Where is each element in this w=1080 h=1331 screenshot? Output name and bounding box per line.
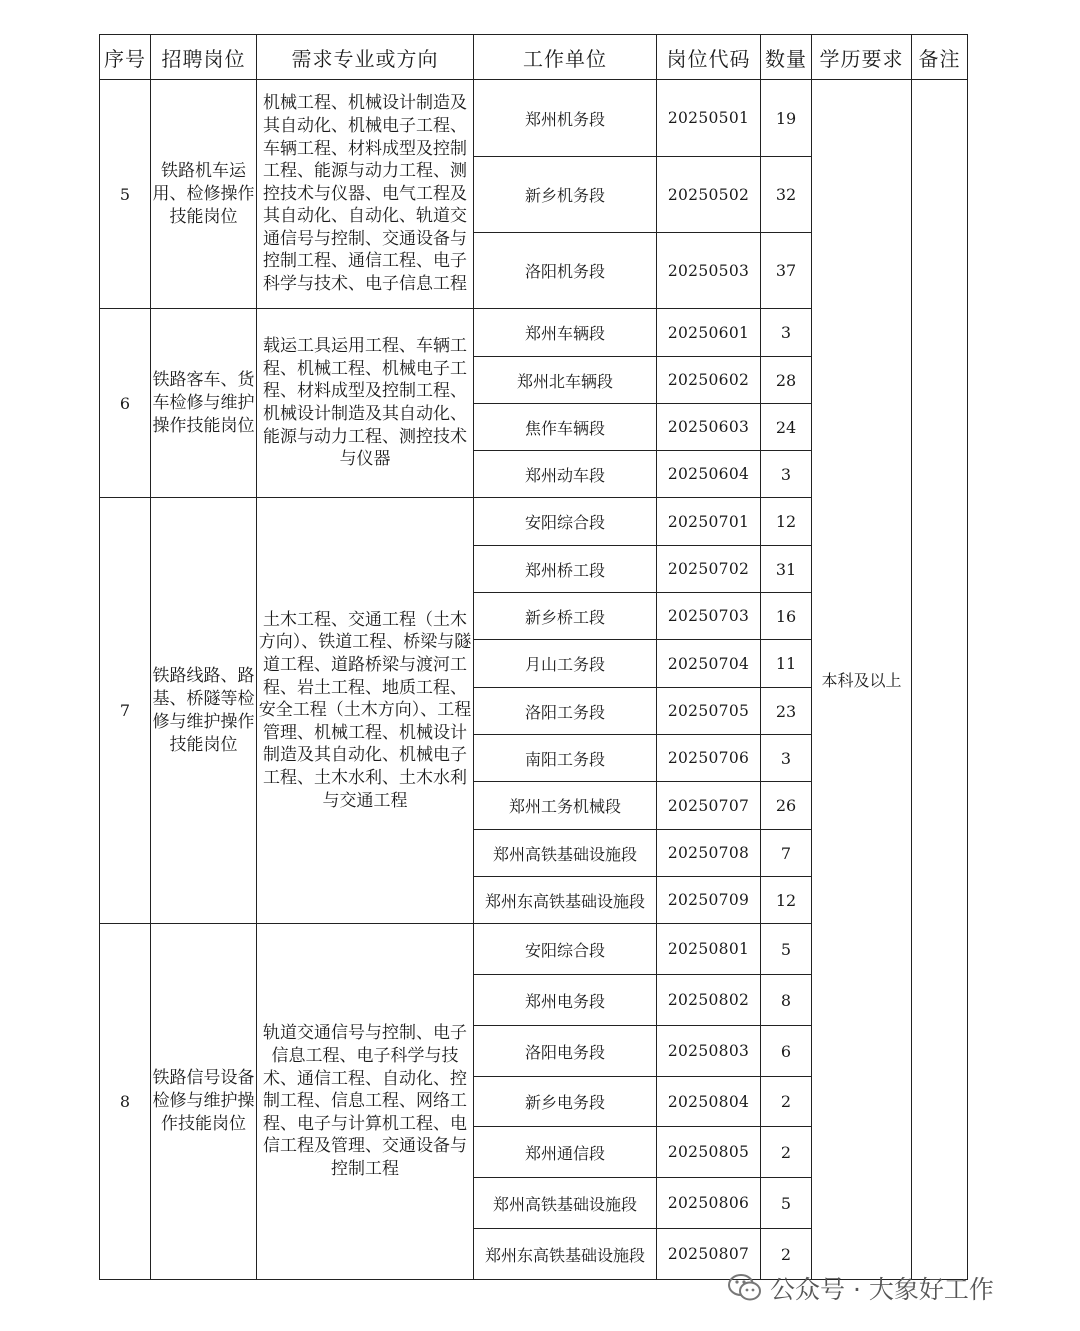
unit-cell: 安阳综合段 — [474, 498, 657, 546]
unit-cell: 郑州电务段 — [474, 975, 657, 1026]
unit-cell: 郑州工务机械段 — [474, 782, 657, 830]
unit-cell: 洛阳机务段 — [474, 233, 657, 309]
code-cell: 20250801 — [657, 924, 761, 975]
code-cell: 20250604 — [657, 451, 761, 498]
unit-cell: 洛阳工务段 — [474, 688, 657, 735]
num-cell: 2 — [761, 1127, 812, 1178]
header-major: 需求专业或方向 — [257, 35, 474, 80]
num-cell: 12 — [761, 877, 812, 924]
header-row — [100, 35, 968, 80]
table-body — [100, 80, 968, 1280]
num-cell: 8 — [761, 975, 812, 1026]
unit-cell: 郑州东高铁基础设施段 — [474, 1229, 657, 1280]
header-remarks: 备注 — [912, 35, 968, 80]
post-cell: 铁路机车运用、检修操作技能岗位 — [151, 80, 257, 309]
post-cell: 铁路线路、路基、桥隧等检修与维护操作技能岗位 — [151, 498, 257, 924]
code-cell: 20250708 — [657, 830, 761, 877]
unit-cell: 郑州北车辆段 — [474, 357, 657, 404]
num-cell: 32 — [761, 157, 812, 233]
code-cell: 20250702 — [657, 546, 761, 593]
unit-cell: 郑州高铁基础设施段 — [474, 1178, 657, 1229]
header-seq: 序号 — [100, 35, 151, 80]
unit-cell: 郑州机务段 — [474, 80, 657, 157]
table-row — [100, 80, 968, 157]
major-cell: 轨道交通信号与控制、电子信息工程、电子科学与技术、通信工程、自动化、控制工程、信息工程、网络工程、电子与计算机工程、电信工程及管理、交通设备与控制工程 — [257, 924, 474, 1280]
num-cell: 7 — [761, 830, 812, 877]
code-cell: 20250503 — [657, 233, 761, 309]
num-cell: 19 — [761, 80, 812, 157]
watermark — [728, 1268, 994, 1308]
code-cell: 20250704 — [657, 640, 761, 688]
watermark-text: 公众号 · 大象好工作 — [770, 1275, 994, 1304]
code-cell: 20250807 — [657, 1229, 761, 1280]
num-cell: 31 — [761, 546, 812, 593]
num-cell: 3 — [761, 309, 812, 357]
code-cell: 20250601 — [657, 309, 761, 357]
code-cell: 20250803 — [657, 1026, 761, 1077]
post-cell: 铁路信号设备检修与维护操作技能岗位 — [151, 924, 257, 1280]
code-cell: 20250703 — [657, 593, 761, 640]
num-cell: 3 — [761, 735, 812, 782]
unit-cell: 新乡桥工段 — [474, 593, 657, 640]
code-cell: 20250804 — [657, 1077, 761, 1127]
num-cell: 5 — [761, 1178, 812, 1229]
header-post: 招聘岗位 — [151, 35, 257, 80]
num-cell: 28 — [761, 357, 812, 404]
num-cell: 24 — [761, 404, 812, 451]
unit-cell: 郑州高铁基础设施段 — [474, 830, 657, 877]
unit-cell: 南阳工务段 — [474, 735, 657, 782]
num-cell: 23 — [761, 688, 812, 735]
num-cell: 2 — [761, 1077, 812, 1127]
header-unit: 工作单位 — [474, 35, 657, 80]
unit-cell: 郑州桥工段 — [474, 546, 657, 593]
header-num: 数量 — [761, 35, 812, 80]
wechat-icon — [728, 1273, 762, 1303]
education-cell: 本科及以上 — [812, 80, 912, 1280]
num-cell: 12 — [761, 498, 812, 546]
code-cell: 20250701 — [657, 498, 761, 546]
seq-cell: 7 — [100, 498, 151, 924]
num-cell: 6 — [761, 1026, 812, 1077]
num-cell: 2 — [761, 1229, 812, 1280]
code-cell: 20250705 — [657, 688, 761, 735]
num-cell: 37 — [761, 233, 812, 309]
major-cell: 机械工程、机械设计制造及其自动化、机械电子工程、车辆工程、材料成型及控制工程、能源与动力工程、测控技术与仪器、电气工程及其自动化、自动化、轨道交通信号与控制、交通设备与控制工程、通信工程、电子科学与技术、电子信息工程 — [257, 80, 474, 309]
num-cell: 16 — [761, 593, 812, 640]
header-code: 岗位代码 — [657, 35, 761, 80]
major-cell: 土木工程、交通工程（土木方向）、铁道工程、桥梁与隧道工程、道路桥梁与渡河工程、岩土工程、地质工程、安全工程（土木方向）、工程管理、机械工程、机械设计制造及其自动化、机械电子工程、土木水利、土木水利与交通工程 — [257, 498, 474, 924]
code-cell: 20250802 — [657, 975, 761, 1026]
unit-cell: 月山工务段 — [474, 640, 657, 688]
unit-cell: 安阳综合段 — [474, 924, 657, 975]
header-education: 学历要求 — [812, 35, 912, 80]
seq-cell: 6 — [100, 309, 151, 498]
unit-cell: 洛阳电务段 — [474, 1026, 657, 1077]
code-cell: 20250602 — [657, 357, 761, 404]
recruitment-table — [99, 34, 968, 1280]
unit-cell: 新乡机务段 — [474, 157, 657, 233]
code-cell: 20250603 — [657, 404, 761, 451]
unit-cell: 郑州车辆段 — [474, 309, 657, 357]
unit-cell: 郑州通信段 — [474, 1127, 657, 1178]
num-cell: 3 — [761, 451, 812, 498]
code-cell: 20250501 — [657, 80, 761, 157]
unit-cell: 郑州东高铁基础设施段 — [474, 877, 657, 924]
remarks-cell — [912, 80, 968, 1280]
seq-cell: 5 — [100, 80, 151, 309]
code-cell: 20250707 — [657, 782, 761, 830]
unit-cell: 新乡电务段 — [474, 1077, 657, 1127]
num-cell: 11 — [761, 640, 812, 688]
seq-cell: 8 — [100, 924, 151, 1280]
post-cell: 铁路客车、货车检修与维护操作技能岗位 — [151, 309, 257, 498]
code-cell: 20250806 — [657, 1178, 761, 1229]
unit-cell: 郑州动车段 — [474, 451, 657, 498]
code-cell: 20250502 — [657, 157, 761, 233]
num-cell: 26 — [761, 782, 812, 830]
num-cell: 5 — [761, 924, 812, 975]
code-cell: 20250706 — [657, 735, 761, 782]
unit-cell: 焦作车辆段 — [474, 404, 657, 451]
major-cell: 载运工具运用工程、车辆工程、机械工程、机械电子工程、材料成型及控制工程、机械设计制造及其自动化、能源与动力工程、测控技术与仪器 — [257, 309, 474, 498]
code-cell: 20250805 — [657, 1127, 761, 1178]
code-cell: 20250709 — [657, 877, 761, 924]
